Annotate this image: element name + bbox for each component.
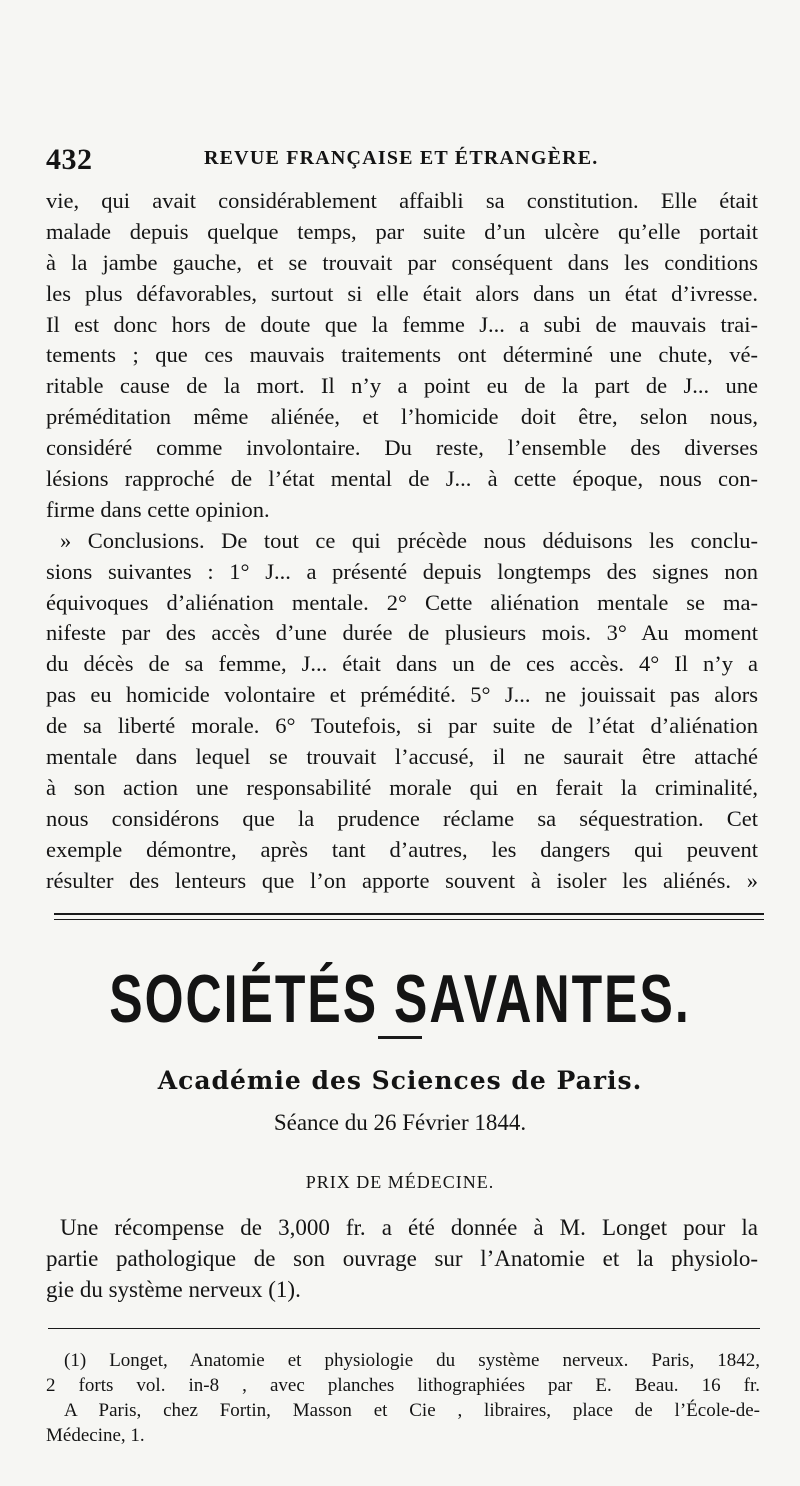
prize-heading: PRIX DE MÉDECINE. (305, 1172, 495, 1192)
body-line: nous considérons que la prudence réclame sa séquestration. Cet (46, 805, 758, 831)
page-number: 432 (46, 143, 93, 176)
running-head: REVUE FRANÇAISE ET ÉTRANGÈRE. (204, 147, 599, 169)
body-line: du décès de sa femme, J... était dans un de ces accès. 4° Il n’y a (46, 651, 758, 677)
body-line: Il est donc hors de doute que la femme J... a subi de mauvais trai- (46, 311, 758, 337)
footnote-line: A Paris, chez Fortin, Masson et Cie , libraires, place de l’École-de- (64, 1400, 760, 1421)
body-line: firme dans cette opinion. (46, 496, 270, 522)
body-line: les plus défavorables, surtout si elle était alors dans un état d’ivresse. (46, 280, 758, 306)
body-line: considéré comme involontaire. Du reste, l’ensemble des diverses (46, 435, 758, 461)
body-line: sions suivantes : 1° J... a présenté depuis longtemps des signes non (46, 558, 758, 584)
prize-text (46, 1212, 758, 1305)
body-line: pas eu homicide volontaire et prémédité. 5° J... ne jouissait pas alors (46, 682, 758, 708)
body-line: à son action une responsabilité morale qui en ferait la criminalité, (46, 774, 758, 800)
footnote-line: 2 forts vol. in-8 , avec planches lithographiées par E. Beau. 16 fr. (46, 1375, 760, 1396)
seance-date: Séance du 26 Février 1844. (273, 1110, 527, 1135)
body-line: tements ; que ces mauvais traitements ont déterminé une chute, vé- (46, 342, 758, 368)
prize-line: gie du système nerveux (1). (46, 1277, 301, 1302)
body-line: nifeste par des accès d’une durée de plusieurs mois. 3° Au moment (46, 620, 758, 646)
body-line: mentale dans lequel se trouvait l’accusé, il ne saurait être attaché (46, 744, 758, 770)
body-line: préméditation même aliénée, et l’homicide doit être, selon nous, (46, 404, 758, 430)
body-line: malade depuis quelque temps, par suite d’un ulcère qu’elle portait (46, 218, 758, 244)
body-line: exemple démontre, après tant d’autres, les dangers qui peuvent (46, 836, 758, 862)
footnote-divider (48, 1328, 760, 1329)
body-text (46, 186, 758, 896)
title-underline (378, 1036, 422, 1039)
footnote-line: Médecine, 1. (46, 1425, 145, 1446)
conclusions-line: » Conclusions. De tout ce qui précède nous déduisons les conclu- (60, 527, 758, 553)
body-line: à la jambe gauche, et se trouvait par conséquent dans les conditions (46, 249, 758, 275)
body-line: équivoques d’aliénation mentale. 2° Cette aliénation mentale se ma- (46, 589, 758, 615)
body-line: vie, qui avait considérablement affaibli sa constitution. Elle était (46, 188, 758, 213)
body-line: lésions rapproché de l’état mental de J... à cette époque, nous con- (46, 466, 758, 492)
prize-line: Une récompense de 3,000 fr. a été donnée à M. Longet pour la (60, 1215, 758, 1240)
page-header (46, 143, 754, 177)
academy-heading: Académie des Sciences de Paris. (157, 1066, 643, 1095)
section-title: SOCIÉTÉS SAVANTES. (109, 961, 691, 1037)
prize-line: partie pathologique de son ouvrage sur l’Anatomie et la physiolo- (46, 1246, 758, 1271)
body-line: ritable cause de la mort. Il n’y a point eu de la part de J... une (46, 373, 758, 399)
section-divider (54, 913, 764, 920)
body-line: résulter des lenteurs que l’on apporte souvent à isoler les aliénés. » (46, 867, 758, 893)
footnote-line: (1) Longet, Anatomie et physiologie du système nerveux. Paris, 1842, (64, 1350, 760, 1371)
footnotes (46, 1348, 760, 1448)
body-line: de sa liberté morale. 6° Toutefois, si par suite de l’état d’aliénation (46, 713, 758, 739)
